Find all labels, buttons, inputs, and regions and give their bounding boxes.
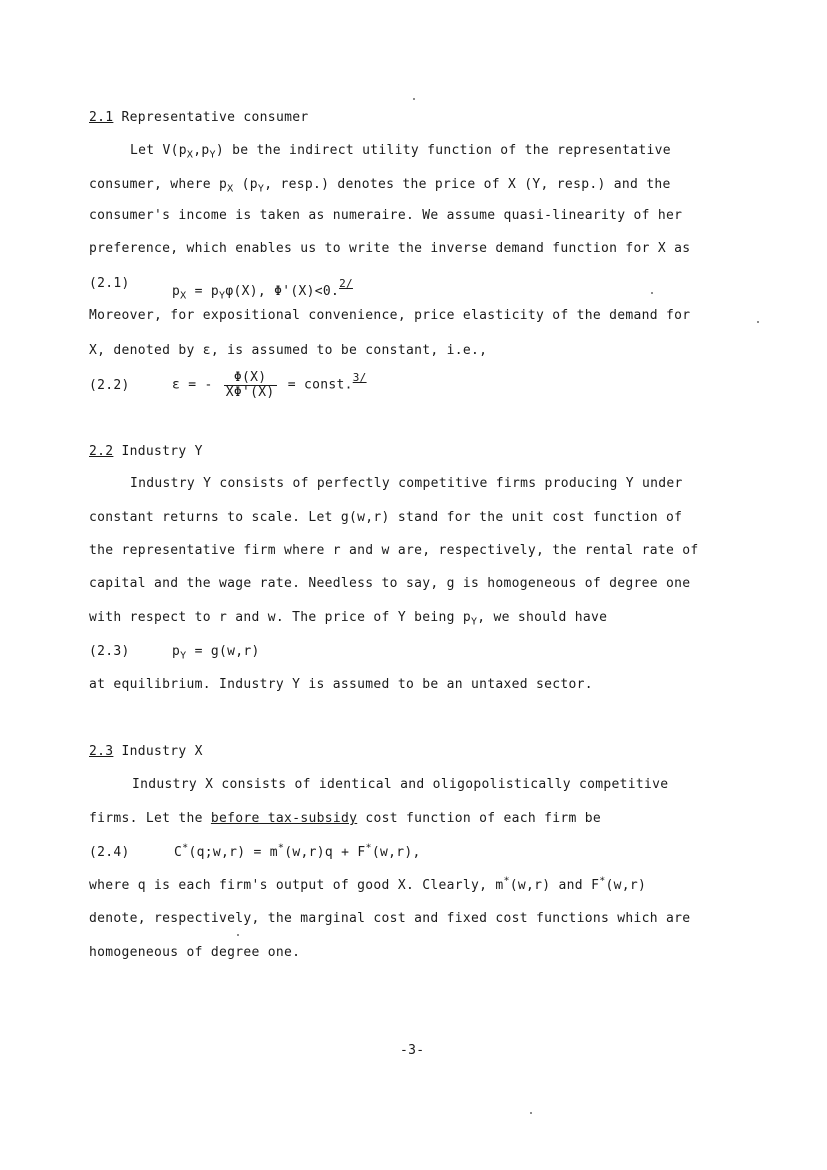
equation-2-4	[89, 842, 421, 861]
scan-speck	[530, 1112, 532, 1114]
section-heading-2-1	[89, 110, 308, 126]
paragraph-line: the representative firm where r and w are, respectively, the rental rate of	[89, 543, 699, 558]
scan-speck	[237, 934, 239, 936]
section-heading-2-3	[89, 744, 203, 760]
equation-number: (2.1)	[89, 276, 130, 291]
paragraph-line: preference, which enables us to write the inverse demand function for X as	[89, 241, 691, 256]
equation-body: $p_Y = g(w,r)$	[172, 644, 260, 662]
section-number: 2.1	[89, 110, 114, 125]
paragraph-line: Industry Y consists of perfectly competitive firms producing Y under	[130, 476, 683, 491]
paragraph-line: constant returns to scale. Let g(w,r) stand for the unit cost function of	[89, 510, 683, 525]
equation-body: ε = - $\frac{\Phi(X)}{X\Phi'(X)}$ = const.$^{3/}$	[172, 370, 367, 400]
footnote-marker: 2/	[339, 277, 353, 290]
equation-number: (2.3)	[89, 644, 130, 659]
fraction: $\frac{\Phi(X)}{X\Phi'(X)}$	[225, 370, 275, 400]
equation-number: (2.4)	[89, 845, 130, 860]
equation-body: C*(q;w,r) = m*(w,r)q + F*(w,r),	[174, 842, 421, 860]
footnote-marker: 3/	[352, 371, 367, 384]
paragraph-line: homogeneous of degree one.	[89, 945, 301, 960]
paragraph-line: firms. Let the before tax-subsidy cost function of each firm be	[89, 811, 602, 826]
section-title: Industry Y	[121, 444, 203, 459]
paragraph-line: Moreover, for expositional convenience, price elasticity of the demand for	[89, 308, 691, 323]
section-title: Industry X	[121, 744, 203, 759]
paragraph-line: consumer's income is taken as numeraire. We assume quasi-linearity of her	[89, 208, 683, 223]
section-number: 2.3	[89, 744, 114, 759]
paragraph-line: Industry X consists of identical and oligopolistically competitive	[132, 777, 669, 792]
section-title: Representative consumer	[121, 110, 309, 125]
equation-2-1	[89, 276, 353, 302]
paragraph-line: Let $V(p_X,p_Y)$ be the indirect utility function of the representative	[130, 143, 671, 161]
equation-body: $p_X = p_Y\varphi(X)$, Φ'(X)<0.$^{2/}$	[172, 277, 353, 302]
page-number: -3-	[400, 1043, 425, 1058]
paragraph-line: X, denoted by ε, is assumed to be constant, i.e.,	[89, 343, 488, 358]
scan-speck	[757, 321, 759, 323]
section-heading-2-2	[89, 444, 203, 460]
paragraph-line: capital and the wage rate. Needless to say, g is homogeneous of degree one	[89, 576, 691, 591]
paragraph-line: where q is each firm's output of good X. Clearly, m*(w,r) and F*(w,r)	[89, 875, 647, 893]
paragraph-line: denote, respectively, the marginal cost and fixed cost functions which are	[89, 911, 691, 926]
section-number: 2.2	[89, 444, 114, 459]
paragraph-line: at equilibrium. Industry Y is assumed to be an untaxed sector.	[89, 677, 593, 692]
paragraph-line: with respect to r and w. The price of Y being $p_Y$, we should have	[89, 610, 608, 628]
equation-number: (2.2)	[89, 378, 130, 393]
underlined-term: before tax-subsidy	[210, 811, 358, 826]
scan-speck	[413, 98, 415, 100]
scan-speck	[651, 292, 653, 294]
paragraph-line: consumer, where $p_X$ ($p_Y$, resp.) denotes the price of X (Y, resp.) and the	[89, 177, 671, 195]
equation-2-3	[89, 644, 260, 662]
